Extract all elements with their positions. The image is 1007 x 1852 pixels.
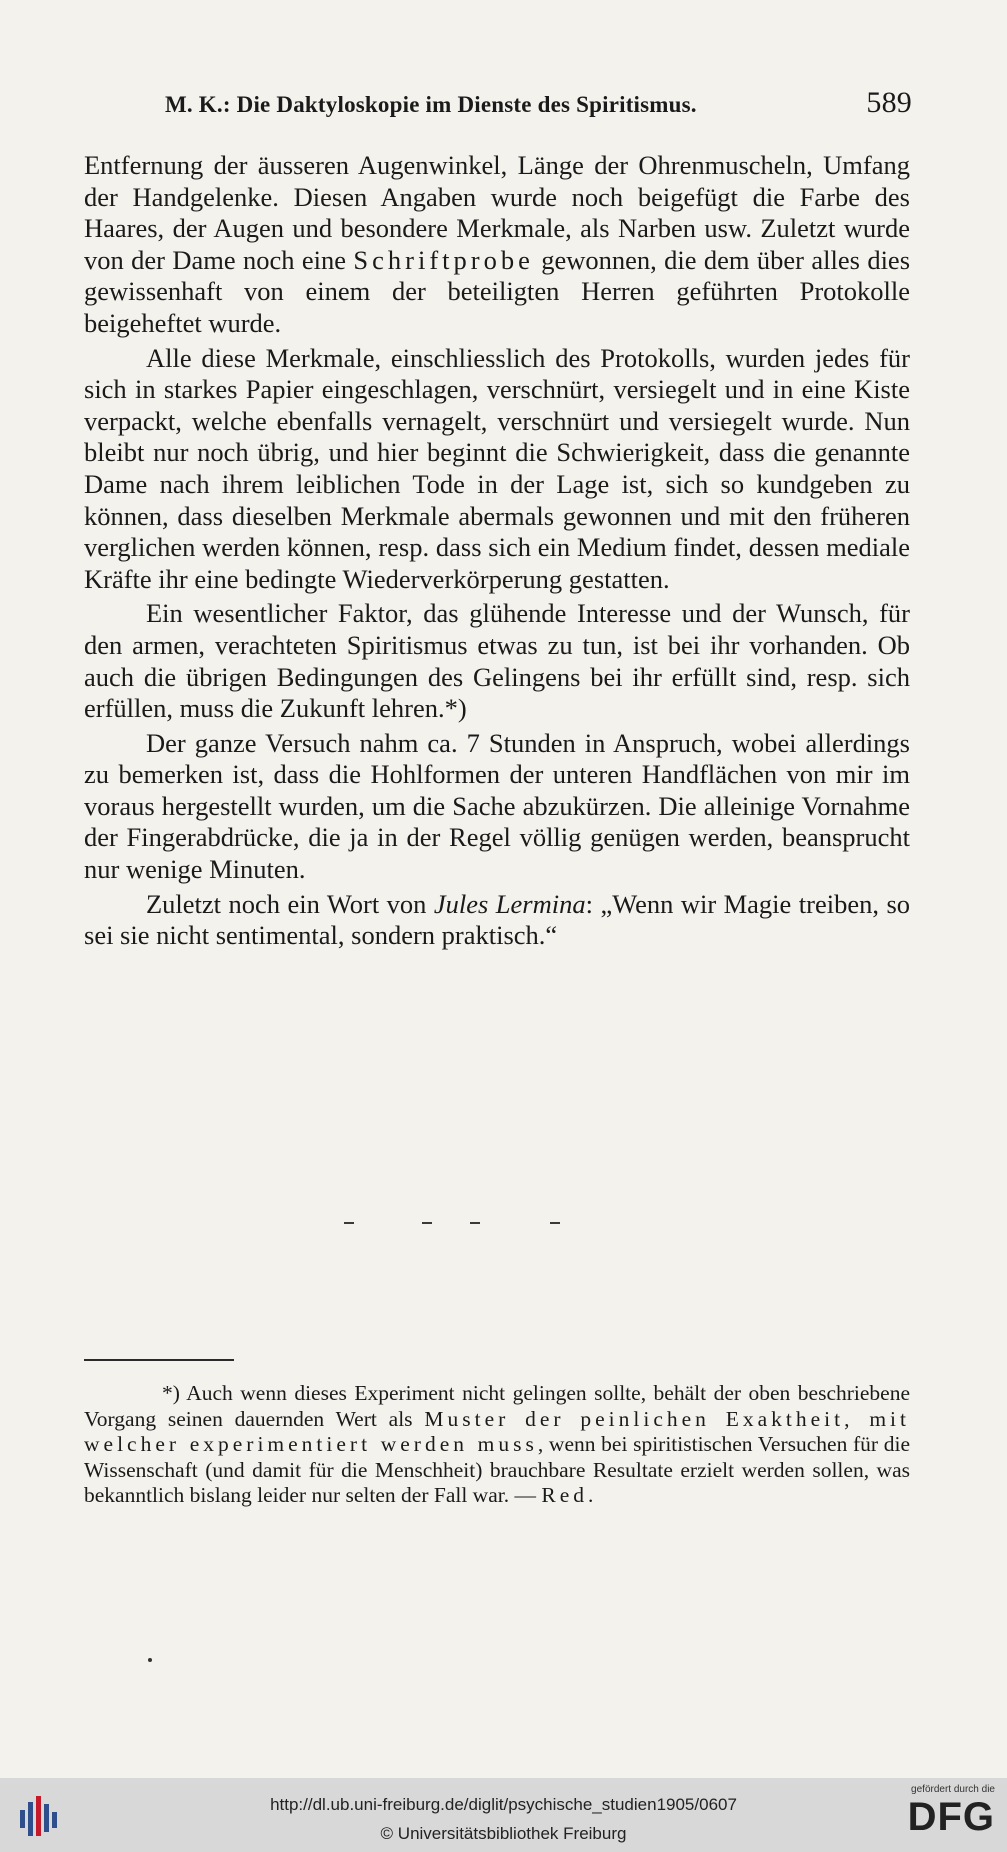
dash-mark xyxy=(550,1222,560,1224)
page-header xyxy=(160,86,912,122)
footnote-red-signature: Red. xyxy=(541,1483,598,1508)
paragraph-1-text-a: Entfernung der äusseren Augenwinkel, Länge der Ohrenmuscheln, Umfang der Handgelenke. Diesen Angaben wurde noch beigefügt die Farbe des Haares, der Augen und besondere Merkmale, als Narben usw. Zuletzt wurde von der Dame noch eine xyxy=(84,150,910,275)
paragraph-4: Der ganze Versuch nahm ca. 7 Stunden in Anspruch, wobei allerdings zu bemerken ist, dass die Hohlformen der unteren Handflächen von mir im voraus hergestellt wurden, um die Sache abzukürzen. Die alleinige Vornahme der Fingerabdrücke, die ja in der Regel völlig genügen werden, beansprucht nur wenige Minuten. xyxy=(84,727,910,885)
footnote-divider xyxy=(84,1359,234,1361)
dash-mark xyxy=(422,1222,432,1224)
dfg-caption: gefördert durch die xyxy=(911,1784,995,1795)
footnote xyxy=(84,1381,910,1509)
source-url[interactable]: http://dl.ub.uni-freiburg.de/diglit/psychische_studien1905/0607 xyxy=(270,1795,737,1814)
ink-speck xyxy=(148,1658,152,1662)
section-end-dashes xyxy=(340,1222,570,1230)
paragraph-5-author: Jules Lermina xyxy=(433,888,586,919)
page-number: 589 xyxy=(866,86,912,119)
viewer-footer xyxy=(0,1778,1007,1852)
paragraph-1-spaced-word: Schriftprobe xyxy=(353,244,534,275)
body-text xyxy=(84,150,910,955)
footnote-text-a: *) Auch wenn dieses Experiment nicht gelingen sollte, behält der oben beschriebene Vorgang seinen dauernden Wert als xyxy=(84,1381,910,1431)
footnote-spaced-text: Muster der peinlichen Exaktheit, mit welcher experimentiert werden muss xyxy=(84,1406,910,1457)
paragraph-3: Ein wesentlicher Faktor, das glühende Interesse und der Wunsch, für den armen, verachteten Spiritismus etwas zu tun, ist bei ihr vorhanden. Ob auch die übrigen Bedingungen des Gelingens bei ihr erfüllt sind, resp. sich erfüllen, muss die Zukunft lehren.*) xyxy=(84,598,910,724)
dfg-logo xyxy=(887,1784,995,1848)
paragraph-2: Alle diese Merkmale, einschliesslich des Protokolls, wurden jedes für sich in starkes Papier eingeschlagen, verschnürt, versiegelt und in eine Kiste verpackt, welche ebenfalls vernagelt, verschnürt und versiegelt wurde. Nun bleibt nur noch übrig, und hier beginnt die Schwierigkeit, dass die genannte Dame nach ihrem leiblichen Tode in der Lage ist, sich so kundgeben zu können, dass dieselben Merkmale abermals gewonnen und mit den früheren verglichen werden können, resp. dass sich ein Medium findet, dessen mediale Kräfte ihr eine bedingte Wiederverkörperung gestatten. xyxy=(84,342,910,594)
dash-mark xyxy=(344,1222,354,1224)
footnote-text-b: , wenn bei spiritistischen Versuchen für die Wissenschaft (und damit für die Menschheit) brauchbare Resultate erzielt werden sollen, was bekanntlich bislang leider nur selten der Fall war. — xyxy=(84,1432,910,1508)
paragraph-5 xyxy=(84,889,910,952)
running-title: M. K.: Die Daktyloskopie im Dienste des Spiritismus. xyxy=(165,92,697,117)
paragraph-5-text-a: Zuletzt noch ein Wort von xyxy=(146,888,434,919)
dash-mark xyxy=(470,1222,480,1224)
footnote-text xyxy=(84,1381,910,1509)
copyright-notice: © Universitätsbibliothek Freiburg xyxy=(380,1824,627,1843)
paragraph-5-text-b: : „Wenn wir Magie treiben, so sei sie nicht sentimental, sondern praktisch.“ xyxy=(84,888,911,951)
paragraph-1-text-b: gewonnen, die dem über alles dies gewissenhaft von einem der beteiligten Herren geführten Protokolle beigeheftet wurde. xyxy=(84,244,911,338)
paragraph-1 xyxy=(84,150,910,340)
dfg-mark: DFG xyxy=(907,1795,995,1839)
